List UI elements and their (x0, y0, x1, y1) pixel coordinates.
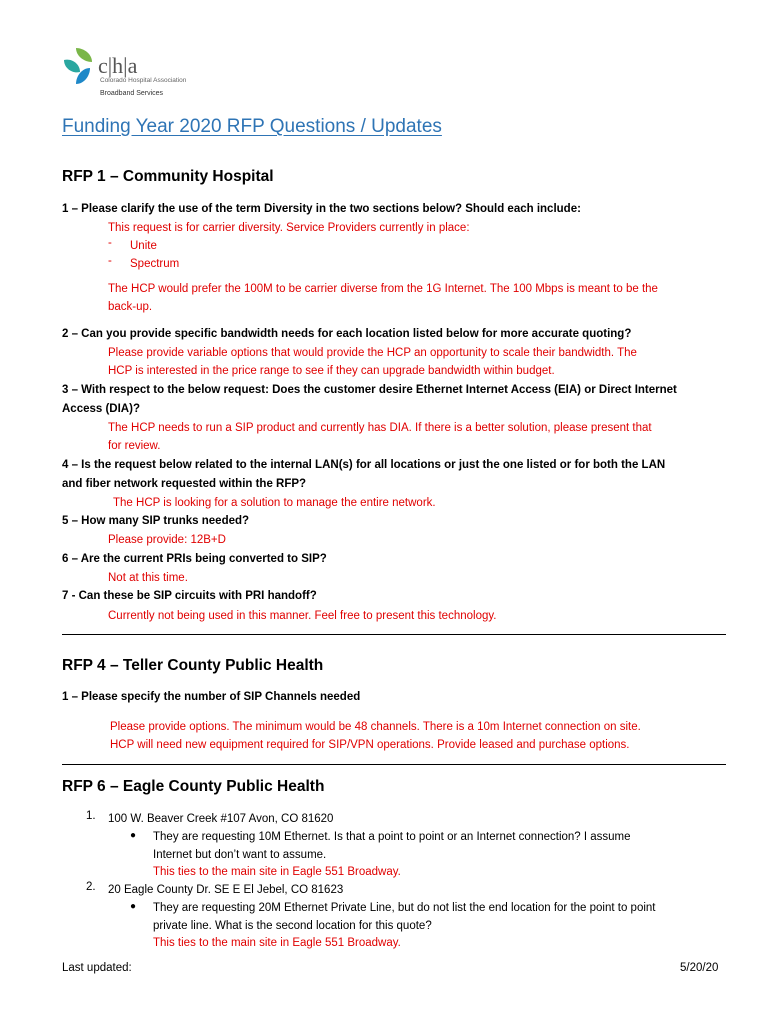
rfp1-answer-1-note-cont: back-up. (108, 301, 153, 313)
section-divider (62, 634, 726, 635)
rfp1-question-1: 1 – Please clarify the use of the term Diversity in the two sections below? Should each include: (62, 203, 581, 215)
list-number: 1. (86, 810, 96, 822)
rfp1-question-5: 5 – How many SIP trunks needed? (62, 515, 250, 527)
rfp1-question-2: 2 – Can you provide specific bandwidth needs for each location listed below for more accurate quoting? (62, 328, 632, 340)
rfp6-question-2: They are requesting 20M Ethernet Private Line, but do not list the end location for the point to point (153, 902, 656, 914)
provider-item: Spectrum (130, 258, 180, 270)
bullet-icon: ● (130, 830, 137, 841)
rfp1-answer-1-intro: This request is for carrier diversity. Service Providers currently in place: (108, 222, 470, 234)
rfp1-answer-2-cont: HCP is interested in the price range to see if they can upgrade bandwidth within budget. (108, 365, 555, 377)
list-number: 2. (86, 881, 96, 893)
rfp1-answer-2: Please provide variable options that would provide the HCP an opportunity to scale their bandwidth. The (108, 347, 637, 359)
rfp1-question-3-cont: Access (DIA)? (62, 403, 140, 415)
footer-last-updated-label: Last updated: (62, 962, 132, 974)
logo-wordmark: c|h|a (98, 53, 138, 78)
footer-date: 5/20/20 (680, 962, 719, 974)
section-divider (62, 764, 726, 765)
rfp1-answer-7: Currently not being used in this manner. Feel free to present this technology. (108, 610, 497, 622)
leaf-logo-icon (62, 44, 98, 88)
rfp1-question-4: 4 – Is the request below related to the internal LAN(s) for all locations or just the one listed or for both the LAN (62, 459, 666, 471)
rfp4-answer-1-cont: HCP will need new equipment required for SIP/VPN operations. Provide leased and purchase options. (110, 739, 630, 751)
provider-item: Unite (130, 240, 157, 252)
dash-bullet: - (108, 237, 112, 249)
rfp4-answer-1: Please provide options. The minimum would be 48 channels. There is a 10m Internet connection on site. (110, 721, 641, 733)
rfp6-heading: RFP 6 – Eagle County Public Health (62, 778, 325, 795)
rfp1-question-6: 6 – Are the current PRIs being converted to SIP? (62, 553, 327, 565)
bullet-icon: ● (130, 901, 137, 912)
rfp1-answer-6: Not at this time. (108, 572, 188, 584)
rfp1-question-3: 3 – With respect to the below request: Does the customer desire Ethernet Internet Access (EIA) or Direct Internet (62, 384, 677, 396)
rfp4-heading: RFP 4 – Teller County Public Health (62, 657, 324, 674)
dash-bullet: - (108, 255, 112, 267)
rfp1-question-4-cont: and fiber network requested within the RFP? (62, 478, 307, 490)
rfp1-heading: RFP 1 – Community Hospital (62, 168, 274, 185)
rfp1-answer-4: The HCP is looking for a solution to manage the entire network. (113, 497, 436, 509)
rfp6-address-2: 20 Eagle County Dr. SE E El Jebel, CO 81623 (108, 884, 344, 896)
cha-logo (62, 44, 212, 104)
rfp1-question-7: 7 - Can these be SIP circuits with PRI handoff? (62, 590, 317, 602)
rfp4-question-1: 1 – Please specify the number of SIP Channels needed (62, 691, 361, 703)
rfp1-answer-1-note: The HCP would prefer the 100M to be carrier diverse from the 1G Internet. The 100 Mbps is meant to be the (108, 283, 658, 295)
rfp6-question-1: They are requesting 10M Ethernet. Is that a point to point or an Internet connection? I assume (153, 831, 631, 843)
rfp6-address-1: 100 W. Beaver Creek #107 Avon, CO 81620 (108, 813, 334, 825)
rfp1-answer-3: The HCP needs to run a SIP product and currently has DIA. If there is a better solution, please present that (108, 422, 652, 434)
logo-services: Broadband Services (100, 90, 164, 97)
rfp6-answer-2: This ties to the main site in Eagle 551 Broadway. (153, 937, 401, 949)
page-title: Funding Year 2020 RFP Questions / Updates (62, 116, 442, 137)
logo-org-name: Colorado Hospital Association (100, 77, 187, 84)
rfp6-question-1-cont: Internet but don’t want to assume. (153, 849, 327, 861)
rfp1-answer-3-cont: for review. (108, 440, 161, 452)
rfp1-answer-5: Please provide: 12B+D (108, 534, 226, 546)
rfp6-answer-1: This ties to the main site in Eagle 551 Broadway. (153, 866, 401, 878)
rfp6-question-2-cont: private line. What is the second location for this quote? (153, 920, 432, 932)
